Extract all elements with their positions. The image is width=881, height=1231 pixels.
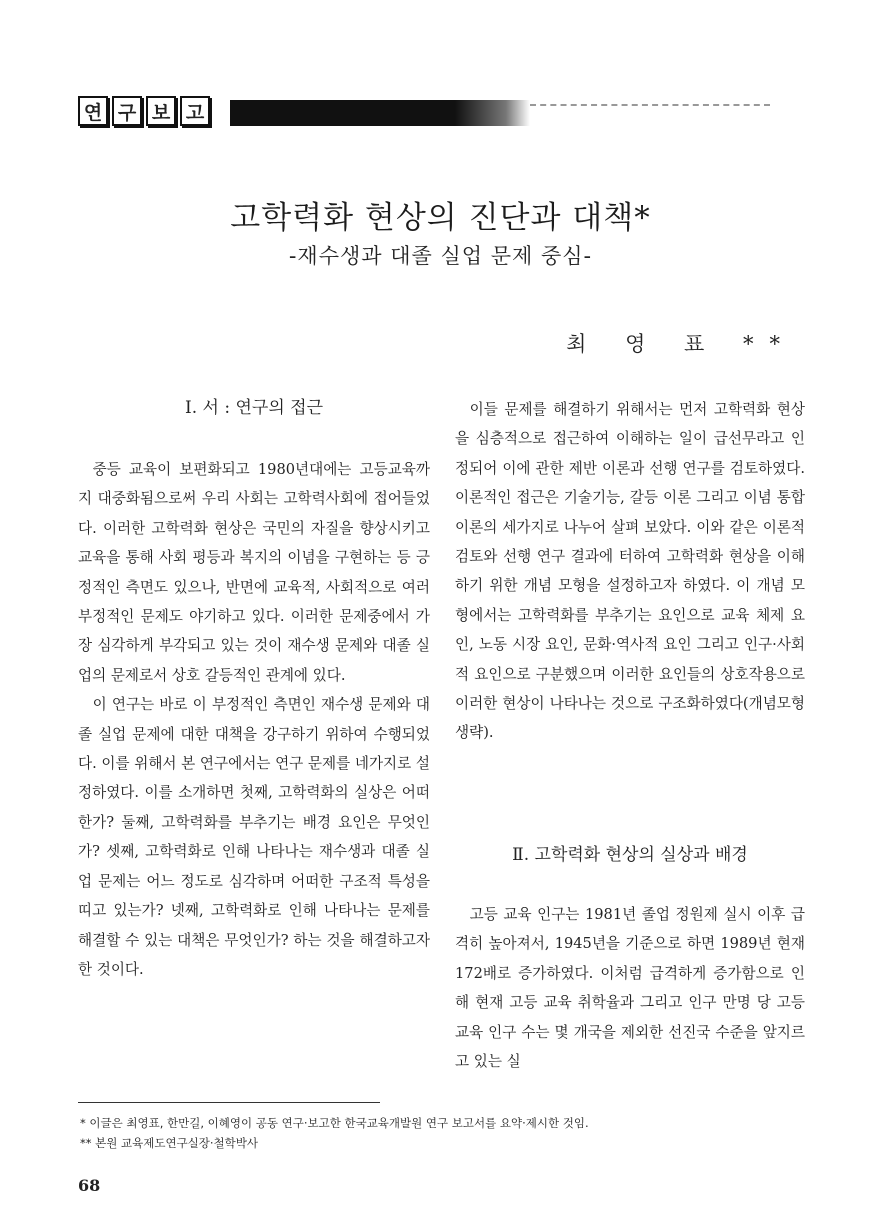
footnote-2: ** 본원 교육제도연구실장·철학박사 xyxy=(80,1136,258,1150)
section1-heading: Ⅰ. 서 : 연구의 접근 xyxy=(185,398,323,418)
section1-paragraph-3: 이들 문제를 해결하기 위해서는 먼저 고학력화 현상을 심층적으로 접근하여 이해하는 일이 급선무라고 인정되어 이에 관한 제반 이론과 선행 연구를 검토하였다. 이론적인 접근은 기술기능, 갈등 이론 그리고 이념 통합 이론의 세가지로 나누어 살펴 보았다. 이와 같은 이론적 검토와 선행 연구 결과에 터하여 고학력화 현상을 이해하기 위한 개념 모형을 설정하고자 하였다. 이 개념 모형에서는 고학력화를 부추기는 요인으로 교육 체제 요인, 노동 시장 요인, 문화·역사적 요인 그리고 인구·사회적 요인으로 구분했으며 이러한 요인들의 상호작용으로 이러한 현상이 나타나는 것으로 구조화하였다(개념모형 생략). xyxy=(455,401,805,742)
section1-paragraph-1: 중등 교육이 보편화되고 1980년대에는 고등교육까지 대중화됨으로써 우리 사회는 고학력사회에 접어들었다. 이러한 고학력화 현상은 국민의 자질을 향상시키고 교육을 통해 사회 평등과 복지의 이념을 구현하는 등 긍정적인 측면도 있으나, 반면에 교육적, 사회적으로 여러 부정적인 문제도 야기하고 있다. 이러한 문제중에서 가장 심각하게 부각되고 있는 것이 재수생 문제와 대졸 실업의 문제로서 상호 갈등적인 관계에 있다. xyxy=(78,461,430,684)
header-box-3: 보 xyxy=(146,96,176,126)
page-number: 68 xyxy=(78,1176,101,1195)
article-author: 최 영 표 ** xyxy=(566,332,796,356)
footnote-1: * 이글은 최영표, 한만길, 이혜영이 공동 연구·보고한 한국교육개발원 연구 보고서를 요약·제시한 것임. xyxy=(80,1116,589,1130)
header-box-4: 고 xyxy=(180,96,210,126)
section1-paragraph-2: 이 연구는 바로 이 부정적인 측면인 재수생 문제와 대졸 실업 문제에 대한 대책을 강구하기 위하여 수행되었다. 이를 위해서 본 연구에서는 연구 문제를 네가지로 설정하였다. 이를 소개하면 첫째, 고학력화의 실상은 어떠한가? 둘째, 고학력화를 부추기는 배경 요인은 무엇인가? 셋째, 고학력화로 인해 나타나는 재수생과 대졸 실업 문제는 어느 정도로 심각하며 어떠한 구조적 특성을 띠고 있는가? 넷째, 고학력화로 인해 나타나는 문제를 해결할 수 있는 대책은 무엇인가? 하는 것을 해결하고자 한 것이다. xyxy=(78,696,430,978)
header-dashed-rule xyxy=(530,104,770,106)
section2-paragraph-1: 고등 교육 인구는 1981년 졸업 정원제 실시 이후 급격히 높아져서, 1945년을 기준으로 하면 1989년 현재 172배로 증가하였다. 이처럼 급격하게 증가함으로 인해 현재 고등 교육 취학율과 그리고 인구 만명 당 고등 교육 인구 수는 몇 개국을 제외한 선진국 수준을 앞지르고 있는 실 xyxy=(455,906,805,1071)
article-title: 고학력화 현상의 진단과 대책* xyxy=(230,200,651,236)
header-decorative-bar xyxy=(230,100,530,126)
header-label-boxes xyxy=(78,96,210,126)
footnote-rule xyxy=(78,1102,380,1103)
header-box-2: 구 xyxy=(112,96,142,126)
left-column xyxy=(78,455,430,984)
right-column-bottom xyxy=(455,900,805,1076)
right-column-top xyxy=(455,395,805,748)
section2-heading: Ⅱ. 고학력화 현상의 실상과 배경 xyxy=(512,845,748,865)
article-subtitle: -재수생과 대졸 실업 문제 중심- xyxy=(288,244,593,268)
header-box-1: 연 xyxy=(78,96,108,126)
